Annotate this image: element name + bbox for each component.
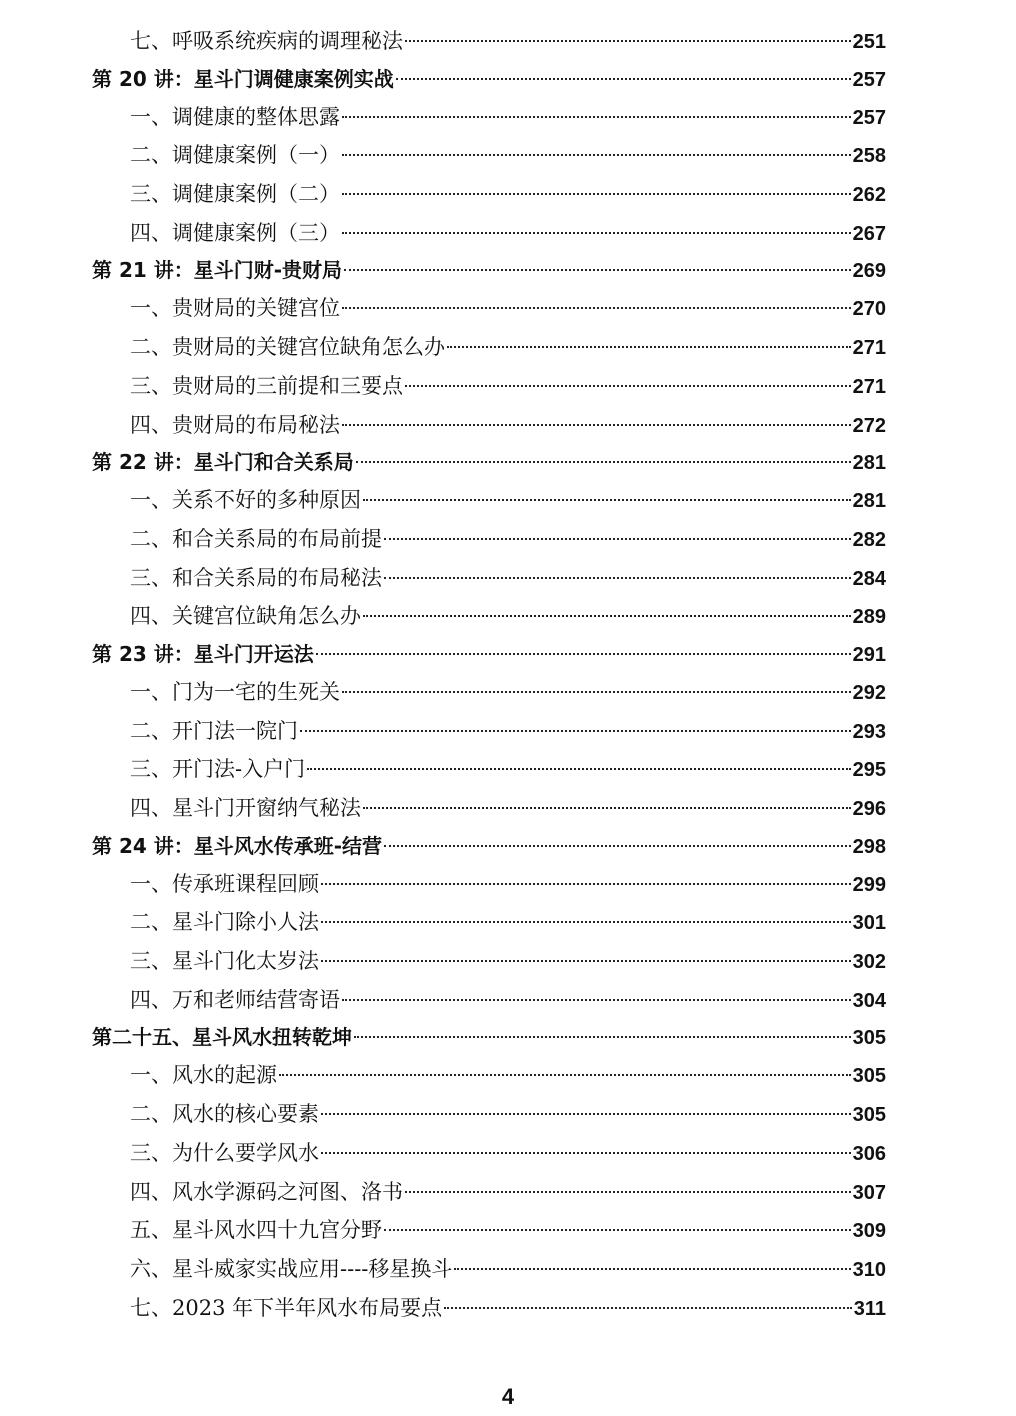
toc-page-number: 293 [852,720,886,743]
toc-chapter-row[interactable] [92,1019,886,1056]
toc-entry-title: 第 21 讲：星斗门财-贵财局 [92,258,343,283]
toc-chapter-row[interactable] [92,61,886,98]
dot-leader [342,307,851,309]
dot-leader [342,154,851,156]
toc-entry-title: 四、风水学源码之河图、洛书 [130,1179,403,1204]
toc-section-row[interactable] [92,328,886,367]
toc-page-number: 284 [852,567,886,590]
toc-entry-title: 四、关键宫位缺角怎么办 [130,604,361,629]
toc-page-number: 306 [852,1142,886,1165]
toc-page-number: 270 [852,298,886,321]
toc-entry-title: 五、星斗风水四十九宫分野 [130,1218,382,1243]
dot-leader [344,269,851,271]
toc-chapter-row[interactable] [92,636,886,673]
dot-leader [363,615,851,617]
dot-leader [321,1152,851,1154]
toc-section-row[interactable] [92,1056,886,1095]
toc-page-number: 262 [852,184,886,207]
toc-entry-title: 三、和合关系局的布局秘法 [130,565,382,590]
toc-entry-title: 四、万和老师结营寄语 [130,987,340,1012]
toc-entry-title: 第 23 讲：星斗门开运法 [92,641,314,666]
toc-entry-title: 六、星斗威家实战应用----移星换斗 [130,1256,453,1281]
toc-section-row[interactable] [92,214,886,253]
toc-page-number: 271 [852,337,886,360]
dot-leader [384,577,851,579]
toc-page-number: 289 [852,606,886,629]
toc-page-number: 295 [852,759,886,782]
dot-leader [454,1268,850,1270]
dot-leader [300,730,851,732]
toc-page-number: 305 [852,1065,886,1088]
toc-entry-title: 七、呼吸系统疾病的调理秘法 [130,29,403,53]
toc-page-number: 257 [852,106,886,129]
toc-page-number: 272 [852,414,886,437]
toc-page-number: 311 [853,1297,886,1320]
toc-page-number: 309 [852,1220,886,1243]
dot-leader [356,461,851,463]
toc-section-row[interactable] [92,789,886,828]
toc-section-row[interactable] [92,903,886,942]
dot-leader [321,1113,851,1115]
toc-entry-title: 二、贵财局的关键宫位缺角怎么办 [130,335,445,360]
toc-page-number: 251 [852,31,886,53]
toc-section-row[interactable] [92,98,886,137]
toc-page-number: 257 [852,68,886,91]
toc-page-number: 305 [852,1027,886,1050]
toc-entry-title: 四、贵财局的布局秘法 [130,412,340,437]
dot-leader [321,960,851,962]
toc-section-row[interactable] [92,367,886,406]
toc-section-row[interactable] [92,1211,886,1250]
toc-section-row[interactable] [92,175,886,214]
dot-leader [279,1074,851,1076]
dot-leader [354,1036,851,1038]
dot-leader [363,807,851,809]
dot-leader [396,78,851,80]
toc-page-number: 269 [852,260,886,283]
toc-section-row[interactable] [92,136,886,175]
toc-section-row[interactable] [92,1289,886,1328]
toc-page-number: 304 [852,989,886,1012]
toc-page-number: 296 [852,798,886,820]
dot-leader [384,845,851,847]
dot-leader [321,921,851,923]
toc-section-row[interactable] [92,981,886,1020]
toc-entry-title: 第 24 讲：星斗风水传承班-结营 [92,833,383,858]
toc-page-number: 305 [852,1104,886,1127]
toc-entry-title: 二、星斗门除小人法 [130,910,319,935]
toc-entry-title: 四、星斗门开窗纳气秘法 [130,796,361,820]
dot-leader [363,499,851,501]
toc-entry-title: 四、调健康案例（三） [130,220,340,245]
toc-chapter-row[interactable] [92,828,886,865]
toc-entry-title: 一、风水的起源 [130,1063,277,1088]
toc-page-number: 302 [852,951,886,974]
toc-entry-title: 一、调健康的整体思露 [130,104,340,129]
toc-page-number: 281 [852,452,886,475]
toc-page-number: 292 [852,681,886,704]
toc-page-number: 301 [852,912,886,935]
toc-entry-title: 一、传承班课程回顾 [130,871,319,896]
toc-page-number: 258 [852,145,886,168]
page-number: 4 [501,1384,515,1409]
toc-section-row[interactable] [92,520,886,559]
toc-entry-title: 二、和合关系局的布局前提 [130,526,382,551]
toc-page-number: 281 [852,490,886,513]
toc-page-number: 298 [852,835,886,858]
toc-section-row[interactable] [92,1173,886,1212]
dot-leader [405,385,851,387]
dot-leader [405,1191,851,1193]
toc-section-row[interactable] [92,712,886,751]
toc-entry-title: 二、开门法一院门 [130,718,298,743]
toc-section-row[interactable] [92,942,886,981]
toc-section-row[interactable] [92,597,886,636]
dot-leader [316,653,851,655]
toc-section-row[interactable] [92,673,886,712]
dot-leader [444,1307,852,1309]
toc-entry-title: 三、星斗门化太岁法 [130,949,319,974]
dot-leader [342,193,851,195]
toc-page-number: 282 [852,528,886,551]
dot-leader [321,883,851,885]
toc-section-row[interactable] [92,559,886,598]
toc-entry-title: 三、为什么要学风水 [130,1140,319,1165]
dot-leader [384,538,851,540]
toc-entry-title: 二、调健康案例（一） [130,143,340,168]
dot-leader [307,768,851,770]
toc-entry-title: 三、开门法-入户门 [130,757,306,782]
dot-leader [384,1229,851,1231]
toc-entry-title: 三、贵财局的三前提和三要点 [130,373,403,398]
toc-entry-title: 第 20 讲：星斗门调健康案例实战 [92,66,394,91]
toc-section-row[interactable] [92,481,886,520]
toc-entry-title: 第 22 讲：星斗门和合关系局 [92,450,354,475]
toc-page-number: 291 [852,643,886,666]
dot-leader [405,40,851,42]
toc-chapter-row[interactable] [92,444,886,481]
toc-page-number: 267 [852,222,886,245]
toc-section-row[interactable] [92,1250,886,1289]
dot-leader [342,232,851,234]
toc-chapter-row[interactable] [92,252,886,289]
dot-leader [342,424,851,426]
toc-entry-title: 二、风水的核心要素 [130,1102,319,1127]
toc-entry-title: 一、关系不好的多种原因 [130,488,361,513]
dot-leader [447,346,851,348]
toc-section-row[interactable] [92,22,886,61]
toc-page-number: 299 [852,873,886,896]
toc-page-number: 271 [852,375,886,398]
toc-section-row[interactable] [92,750,886,789]
toc-entry-title: 第二十五、星斗风水扭转乾坤 [92,1025,352,1050]
dot-leader [342,999,851,1001]
table-of-contents [92,22,886,1327]
toc-section-row[interactable] [92,406,886,445]
toc-page-number: 310 [852,1258,886,1281]
dot-leader [342,116,851,118]
dot-leader [342,691,851,693]
toc-section-row[interactable] [92,289,886,328]
toc-page-number: 307 [852,1181,886,1204]
toc-entry-title: 三、调健康案例（二） [130,182,340,207]
toc-entry-title: 一、贵财局的关键宫位 [130,296,340,321]
toc-entry-title: 一、门为一宅的生死关 [130,679,340,704]
toc-section-row[interactable] [92,865,886,904]
toc-entry-title: 七、2023 年下半年风水布局要点 [130,1295,443,1320]
toc-section-row[interactable] [92,1095,886,1134]
toc-section-row[interactable] [92,1134,886,1173]
